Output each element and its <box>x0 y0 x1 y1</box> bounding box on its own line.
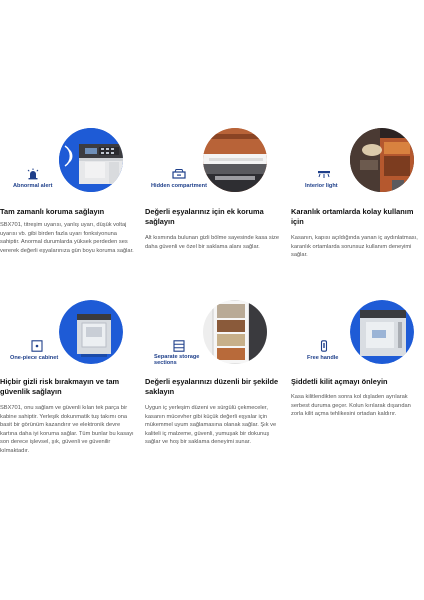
interior-light-photo <box>350 128 414 192</box>
feature-title: Değerli eşyalarınızı düzenli bir şekilde saklayın <box>145 377 279 396</box>
feature-description: Kasanın, kapısı açıldığında yanan iç aydınlatması, karanlık ortamlarda sorunsuz kullanım deneyimi sağlar. <box>291 235 418 259</box>
feature-description: SBX701, onu sağlam ve güvenli kılan tek parça bir kabine sahiptir. Yerleşik dokunmatik tuş takımı ona basit bir görünüm kazandırır ve elektronik devre kartına daha iyi koruma sağlar. Tüm bunlar bu kasayı son derece işlevsel, şık, güvenli ve güvenilir kılmaktadır. <box>0 405 134 454</box>
free-handle-photo <box>350 300 414 364</box>
feature-description: Kasa kilitlendikten sonra kol dışladen ayrılarak serbest duruma geçer. Kolun kırılarak dışarıdan zorla kilit açma tehlikesini ortadan kaldırır. <box>291 394 411 418</box>
feature-description: Alt kısmında bulunan gizli bölme sayesinde kasa size daha güvenli ve özel bir saklama alanı sağlar. <box>145 235 280 250</box>
badge-label: Abnormal alert <box>13 183 53 189</box>
feature-title: Şiddetli kilit açmayı önleyin <box>291 377 388 386</box>
cabinet-icon <box>30 340 44 352</box>
cabinet-photo <box>59 300 123 364</box>
badge-label: One-piece cabinet <box>10 355 59 361</box>
badge-label: Separate storage sections <box>154 354 200 366</box>
feature-title: Hiçbir gizli risk bırakmayın ve tam güvenlik sağlayın <box>0 377 120 396</box>
badge-label: Hidden compartment <box>151 183 207 189</box>
handle-icon <box>317 340 331 352</box>
drawer-icon <box>172 168 186 180</box>
feature-title: Tam zamanlı koruma sağlayın <box>0 207 105 216</box>
feature-title: Karanlık ortamlarda kolay kullanım için <box>291 207 414 226</box>
badge-label: Free handle <box>307 355 339 361</box>
hidden-drawer-photo <box>203 128 267 192</box>
safe-keypad-photo <box>59 128 123 192</box>
feature-title: Değerli eşyalarınız için ek koruma sağlayın <box>145 207 264 226</box>
alarm-icon <box>26 168 40 180</box>
badge-label: Interior light <box>305 183 338 189</box>
shelves-icon <box>172 340 186 352</box>
feature-description: Uygun iç yerleşim düzeni ve sürgülü çekmeceler, kasanın mücevher gibi küçük değerli eşyalar için mükemmel uyum sağlamasına olanak sağlar. Şık ve kaliteli iç malzeme, güvenli, yumuşak bir dokunuş sağlar ve hoş bir saklama deneyimi sunar. <box>145 405 277 446</box>
lamp-icon <box>317 168 331 180</box>
feature-description: SBX701, titreşim uyarısı, yanlış uyarı, düşük voltaj uyarısı vb. gibi birden fazla uyarı fonksiyonuna sahiptir. Anormal durumlarda yüksek perdeden ses vererek değerli eşyalarınıza gün boyu koruma sağlar. <box>0 222 134 254</box>
